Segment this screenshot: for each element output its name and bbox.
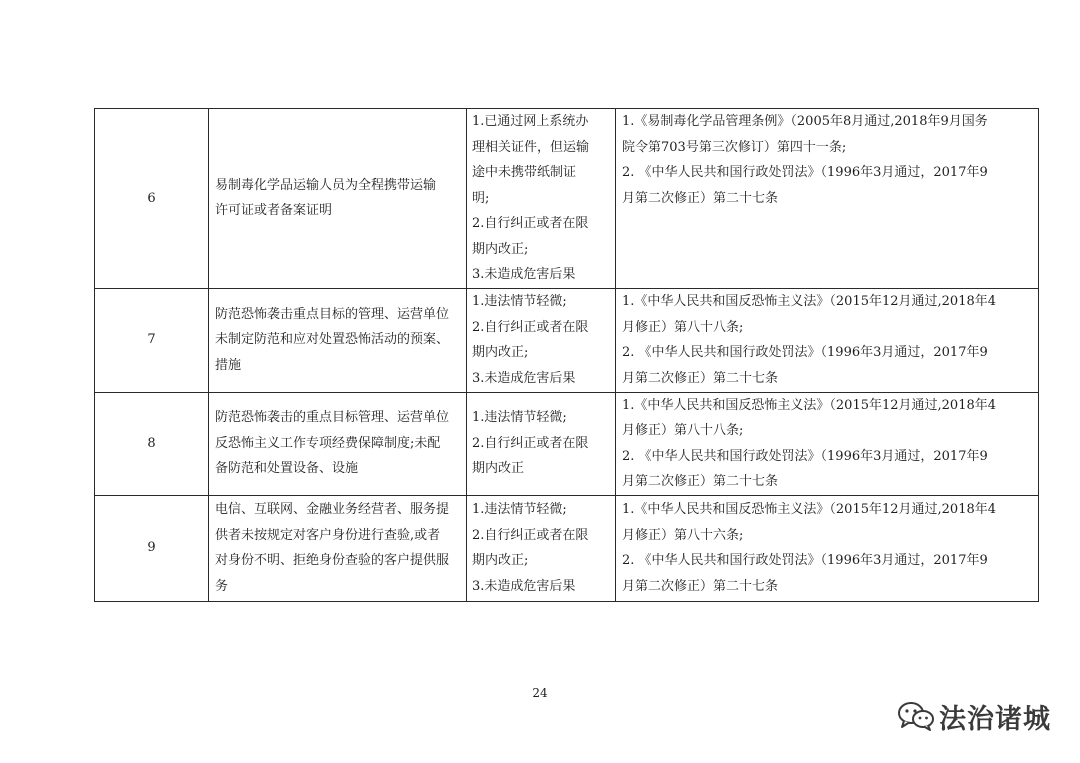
violation-description: 易制毒化学品运输人员为全程携带运输 许可证或者备案证明 xyxy=(209,109,467,289)
table-row xyxy=(95,288,1039,392)
wechat-icon xyxy=(897,701,935,731)
exemption-conditions: 1.违法情节轻微; 2.自行纠正或者在限 期内改正; 3.未造成危害后果 xyxy=(467,288,616,392)
legal-basis: 1.《中华人民共和国反恐怖主义法》（2015年12月通过,2018年4 月修正）第八十八条; 2. 《中华人民共和国行政处罚法》（1996年3月通过，2017年9 月第二次修正）第二十七条 xyxy=(616,288,1039,392)
table-row xyxy=(95,495,1039,601)
violation-description: 防范恐怖袭击的重点目标管理、运营单位 反恐怖主义工作专项经费保障制度;未配 备防范和处置设备、设施 xyxy=(209,392,467,495)
penalty-exemption-table xyxy=(94,108,1039,602)
page-number: 24 xyxy=(532,686,548,700)
exemption-conditions: 1.已通过网上系统办 理相关证件，但运输 途中未携带纸制证 明; 2.自行纠正或者在限 期内改正; 3.未造成危害后果 xyxy=(467,109,616,289)
violation-description: 防范恐怖袭击重点目标的管理、运营单位 未制定防范和应对处置恐怖活动的预案、 措施 xyxy=(209,288,467,392)
violation-description: 电信、互联网、金融业务经营者、服务提 供者未按规定对客户身份进行查验,或者 对身份不明、拒绝身份查验的客户提供服 务 xyxy=(209,495,467,601)
legal-basis: 1.《易制毒化学品管理条例》（2005年8月通过,2018年9月国务 院令第703号第三次修订）第四十一条; 2. 《中华人民共和国行政处罚法》（1996年3月通过，2017年9 月第二次修正）第二十七条 xyxy=(616,109,1039,289)
exemption-conditions: 1.违法情节轻微; 2.自行纠正或者在限 期内改正 xyxy=(467,392,616,495)
legal-basis: 1.《中华人民共和国反恐怖主义法》（2015年12月通过,2018年4 月修正）第八十八条; 2. 《中华人民共和国行政处罚法》（1996年3月通过，2017年9 月第二次修正）第二十七条 xyxy=(616,392,1039,495)
watermark-text: 法治诸城 xyxy=(939,703,1051,735)
row-number: 8 xyxy=(95,392,209,495)
legal-basis: 1.《中华人民共和国反恐怖主义法》（2015年12月通过,2018年4 月修正）第八十六条; 2. 《中华人民共和国行政处罚法》（1996年3月通过，2017年9 月第二次修正）第二十七条 xyxy=(616,495,1039,601)
table-row xyxy=(95,392,1039,495)
table-row xyxy=(95,109,1039,289)
watermark xyxy=(897,696,1051,736)
row-number: 7 xyxy=(95,288,209,392)
row-number: 6 xyxy=(95,109,209,289)
exemption-conditions: 1.违法情节轻微; 2.自行纠正或者在限 期内改正; 3.未造成危害后果 xyxy=(467,495,616,601)
row-number: 9 xyxy=(95,495,209,601)
